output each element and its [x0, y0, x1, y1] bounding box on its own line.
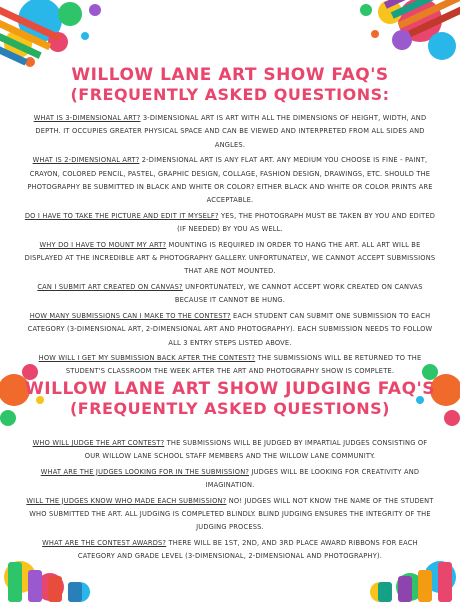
faq-answer: MOUNTING IS REQUIRED IN ORDER TO HANG THE ART. ALL ART WILL BE DISPLAYED AT THE INCREDIBLE ART & PHOTOGRAPHY GALLERY. UNFORTUNATELY, WE CANNOT ACCEPT SUBMISSIONS THAT ARE NOT MOUNTED.: [24, 239, 436, 276]
faq-list: [24, 111, 436, 380]
faq-answer: NO! JUDGES WILL NOT KNOW THE NAME OF THE STUDENT WHO SUBMITTED THE ART. ALL JUDGING IS COMPLETED BLINDLY. BLIND JUDGING ENSURES THE INTEGRITY OF THE JUDGING PROCESS.: [29, 495, 434, 532]
faq-answer: YES, THE PHOTOGRAPH MUST BE TAKEN BY YOU AND EDITED (IF NEEDED) BY YOU AS WELL.: [177, 210, 436, 234]
faq-answer: EACH STUDENT CAN SUBMIT ONE SUBMISSION TO EACH CATEGORY (3-DIMENSIONAL ART, 2-DIMENSIONAL ART AND PHOTOGRAPHY). EACH SUBMISSION NEEDS TO FOLLOW ALL 3 ENTRY STEPS LISTED ABOVE.: [27, 310, 433, 347]
faq-item: [24, 465, 436, 492]
faq-question: DO I HAVE TO TAKE THE PICTURE AND EDIT IT MYSELF?: [24, 210, 219, 220]
faq-question: WHAT ARE THE JUDGES LOOKING FOR IN THE SUBMISSION?: [40, 466, 250, 476]
faq-answer: 3-DIMENSIONAL ART IS ART WITH ALL THE DIMENSIONS OF HEIGHT, WIDTH, AND DEPTH. IT OCCUPIES GREATER PHYSICAL SPACE AND CAN BE VIEWED AND INTERPRETED FROM ALL SIDES AND ANGLES.: [35, 113, 427, 149]
faq-title-line1: WILLOW LANE ART SHOW FAQ'S: [71, 65, 389, 85]
faq-question: HOW MANY SUBMISSIONS CAN I MAKE TO THE CONTEST?: [29, 310, 231, 320]
faq-question: WHAT ARE THE CONTEST AWARDS?: [42, 537, 167, 547]
faq-answer: THE SUBMISSIONS WILL BE RETURNED TO THE STUDENT'S CLASSROOM THE WEEK AFTER THE ART AND PHOTOGRAPHY SHOW IS COMPLETE.: [65, 352, 422, 376]
judging-faq-list: [24, 436, 436, 565]
faq-question: CAN I SUBMIT ART CREATED ON CANVAS?: [37, 281, 183, 291]
faq-item: [24, 351, 436, 378]
faq-item: [24, 238, 436, 278]
faq-item: [24, 436, 436, 463]
judging-title-line2: (FREQUENTLY ASKED QUESTIONS): [69, 399, 390, 418]
faq-answer: THERE WILL BE 1ST, 2ND, AND 3RD PLACE AWARD RIBBONS FOR EACH CATEGORY AND GRADE LEVEL (3-DIMENSIONAL, 2-DIMENSIONAL AND PHOTOGRAPHY).: [77, 537, 418, 561]
faq-item: [24, 209, 436, 236]
faq-item: [24, 309, 436, 349]
faq-question: WHAT IS 2-DIMENSIONAL ART?: [32, 155, 140, 165]
faq-title-line2: (FREQUENTLY ASKED QUESTIONS:: [70, 85, 390, 104]
faq-question: WHAT IS 3-DIMENSIONAL ART?: [33, 113, 141, 122]
faq-item: [24, 494, 436, 534]
faq-question: HOW WILL I GET MY SUBMISSION BACK AFTER THE CONTEST?: [38, 352, 256, 362]
faq-answer: 2-DIMENSIONAL ART IS ANY FLAT ART. ANY MEDIUM YOU CHOOSE IS FINE - PAINT, CRAYON, COLORED PENCIL, PASTEL, GRAPHIC DESIGN, COLLAGE, FASHION DESIGN, DRAWINGS, ETC. SHOULD THE PHOTOGRAPHY BE SUBMITTED IN BLACK AND WHITE OR COLOR? EITHER BLACK AND WHITE OR COLOR PRINTS ARE ACCEPTABLE.: [27, 155, 433, 205]
faq-item: [24, 280, 436, 307]
faq-title: [0, 66, 460, 104]
faq-item: [24, 153, 436, 207]
faq-question: WHY DO I HAVE TO MOUNT MY ART?: [39, 239, 167, 249]
faq-question: WHO WILL JUDGE THE ART CONTEST?: [32, 438, 165, 447]
faq-answer: UNFORTUNATELY, WE CANNOT ACCEPT WORK CREATED ON CANVAS BECAUSE IT CANNOT BE HUNG.: [174, 281, 423, 305]
faq-item: [24, 111, 436, 151]
judging-faq-title: [0, 380, 460, 418]
judging-title-line1: WILLOW LANE ART SHOW JUDGING FAQ'S: [25, 379, 435, 399]
faq-item: [24, 536, 436, 563]
faq-answer: JUDGES WILL BE LOOKING FOR CREATIVITY AND IMAGINATION.: [205, 466, 420, 490]
faq-answer: THE SUBMISSIONS WILL BE JUDGED BY IMPARTIAL JUDGES CONSISTING OF OUR WILLOW LANE SCHOOL STAFF MEMBERS AND THE WILLOW LANE COMMUNITY.: [84, 438, 428, 461]
faq-question: WILL THE JUDGES KNOW WHO MADE EACH SUBMISSION?: [26, 495, 227, 505]
